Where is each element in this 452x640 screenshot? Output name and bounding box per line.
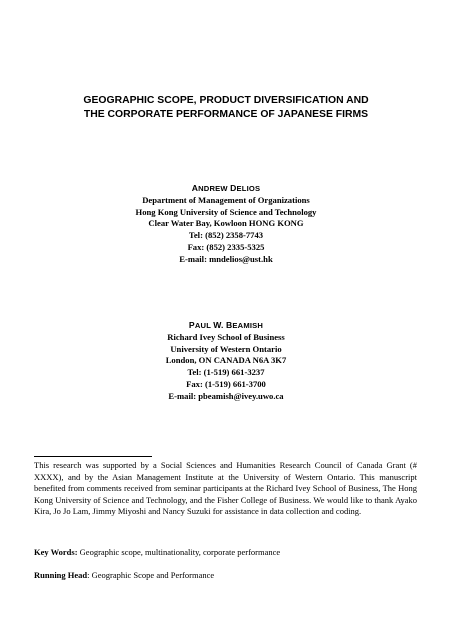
author-phone: Tel: (852) 2358-7743 xyxy=(188,230,264,241)
author-phone: Tel: (1-519) 661-3237 xyxy=(187,367,265,378)
paper-title xyxy=(0,94,452,121)
running-head-label: Running Head xyxy=(34,570,88,580)
author-affiliation-line: University of Western Ontario xyxy=(170,343,282,354)
footnote-divider xyxy=(34,456,152,457)
title-line-2: THE CORPORATE PERFORMANCE OF JAPANESE FIRMS xyxy=(83,108,369,120)
author-affiliation-line: Department of Management of Organizations xyxy=(142,194,310,205)
author-name: ANDREW DELIOS xyxy=(191,183,261,193)
author-block-2 xyxy=(0,320,452,403)
key-words-text: Geographic scope, multinationality, corporate performance xyxy=(79,547,281,557)
author-fax: Fax: (1-519) 661-3700 xyxy=(186,378,266,389)
author-address-line: London, ON CANADA N6A 3K7 xyxy=(165,355,287,366)
acknowledgement-footnote: This research was supported by a Social Sciences and Humanities Research Council of Canada Grant (# XXXX), and by the Asian Management Institute at the University of Western Ontario. This manuscript benefited from comments received from seminar participants at the Richard Ivey School of Business, The Hong Kong University of Science and Technology, and the Fisher College of Business. We would like to thank Ayako Kira, Jo Jo Lam, Jimmy Miyoshi and Nancy Suzuki for assistance in data collection and coding. xyxy=(34,460,417,517)
author-name: PAUL W. BEAMISH xyxy=(188,320,264,330)
author-affiliation-line: Richard Ivey School of Business xyxy=(167,331,285,342)
author-block-1 xyxy=(0,183,452,266)
author-email: E-mail: pbeamish@ivey.uwo.ca xyxy=(168,390,284,401)
running-head-text: : Geographic Scope and Performance xyxy=(87,570,215,580)
title-line-1: GEOGRAPHIC SCOPE, PRODUCT DIVERSIFICATION AND xyxy=(83,95,369,106)
author-address-line: Clear Water Bay, Kowloon HONG KONG xyxy=(148,218,304,229)
running-head xyxy=(34,570,424,581)
key-words xyxy=(34,547,424,558)
author-email: E-mail: mndelios@ust.hk xyxy=(179,253,273,264)
author-fax: Fax: (852) 2335-5325 xyxy=(187,241,265,252)
key-words-label: Key Words: xyxy=(34,547,78,557)
author-affiliation-line: Hong Kong University of Science and Technology xyxy=(135,206,317,217)
